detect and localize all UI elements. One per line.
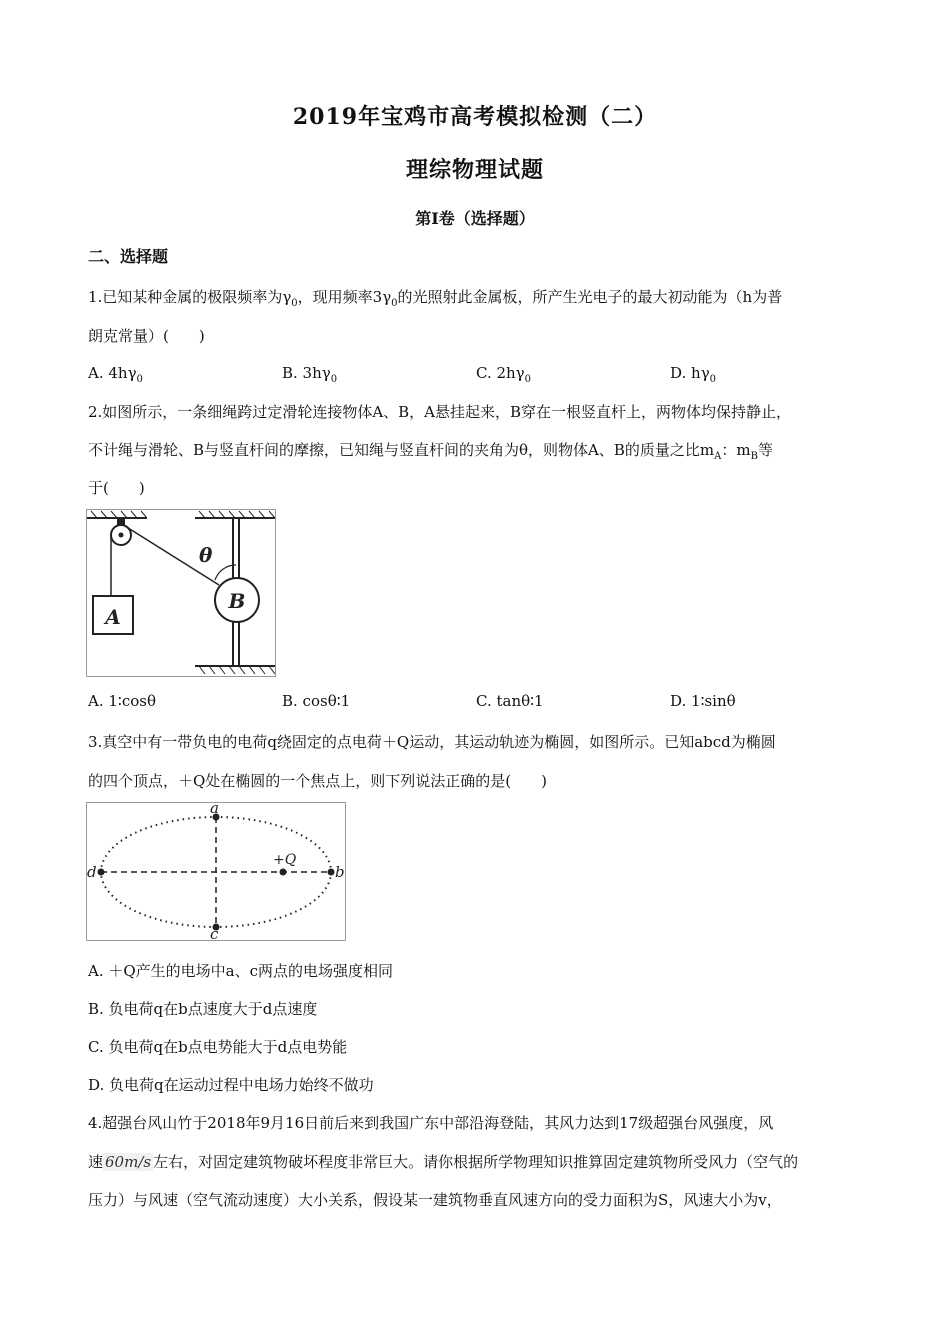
exam-subtitle: 理综物理试题	[405, 157, 544, 183]
q2-stem-line2: 不计绳与滑轮、B与竖直杆间的摩擦，已知绳与竖直杆间的夹角为θ，则物体A、B的质量之比$m_A$：$m_B$等	[88, 441, 773, 462]
q3-option-b[interactable]: B. 负电荷q在b点速度大于d点速度	[88, 1000, 318, 1018]
point-b-label: b	[335, 863, 345, 881]
q1-stem-line2: 朗克常量）( )	[88, 327, 205, 345]
q2-option-b[interactable]: B. cosθ∶1	[282, 692, 351, 710]
q3-stem-line2: 的四个顶点，＋Q处在椭圆的一个焦点上，则下列说法正确的是( )	[88, 772, 548, 790]
q1-option-b[interactable]: B. $3h\gamma_0$	[282, 364, 338, 385]
q3-option-c[interactable]: C. 负电荷q在b点电势能大于d点电势能	[88, 1038, 348, 1056]
q1-option-a[interactable]: A. $4h\gamma_0$	[88, 364, 143, 385]
q4-stem-line2: 速 60m/s 左右，对固定建筑物破坏程度非常巨大。请你根据所学物理知识推算固定建筑物所受风力（空气的	[88, 1153, 799, 1171]
q2-stem-line3: 于( )	[88, 479, 145, 497]
q4-stem-line3: 压力）与风速（空气流动速度）大小关系，假设某一建筑物垂直风速方向的受力面积为S，风速大小为v，	[88, 1191, 782, 1209]
exam-title: 2019年宝鸡市高考模拟检测（二）	[292, 104, 658, 130]
q2-option-c[interactable]: C. tanθ∶1	[476, 692, 544, 710]
ellipse-orbit-diagram	[86, 802, 346, 941]
block-a-label: A	[105, 605, 121, 629]
point-d-label: d	[87, 863, 97, 881]
wind-speed-formula: 60m/s	[105, 1153, 152, 1171]
ball-b-label: B	[228, 589, 246, 613]
q1-option-c[interactable]: C. $2h\gamma_0$	[476, 364, 532, 385]
charge-q-label: +Q	[273, 852, 297, 868]
q3-option-d[interactable]: D. 负电荷q在运动过程中电场力始终不做功	[88, 1076, 374, 1094]
q3-stem-line1: 3.真空中有一带负电的电荷q绕固定的点电荷＋Q运动，其运动轨迹为椭圆，如图所示。已知abcd为椭圆	[88, 733, 776, 751]
part-heading: 第Ⅰ卷（选择题）	[415, 209, 535, 228]
point-a-label: a	[210, 802, 219, 817]
q3-option-a[interactable]: A. ＋Q产生的电场中a、c两点的电场强度相同	[88, 962, 394, 980]
q2-stem-line1: 2.如图所示，一条细绳跨过定滑轮连接物体A、B，A悬挂起来，B穿在一根竖直杆上，两物体均保持静止，	[88, 403, 792, 421]
q2-option-a[interactable]: A. 1∶cosθ	[88, 692, 156, 710]
pulley-diagram	[86, 509, 276, 677]
theta-label: θ	[199, 543, 213, 567]
point-c-label: c	[210, 925, 219, 941]
q4-stem-line1: 4.超强台风山竹于2018年9月16日前后来到我国广东中部沿海登陆，其风力达到17级超强台风强度，风	[88, 1114, 774, 1132]
q2-option-d[interactable]: D. 1∶sinθ	[670, 692, 736, 710]
q1-stem-line1: 1.已知某种金属的极限频率为$\gamma_0$，现用频率$3\gamma_0$的光照射此金属板，所产生光电子的最大初动能为（h为普	[88, 288, 783, 309]
section-heading: 二、选择题	[88, 247, 169, 266]
q1-option-d[interactable]: D. $h\gamma_0$	[670, 364, 717, 385]
